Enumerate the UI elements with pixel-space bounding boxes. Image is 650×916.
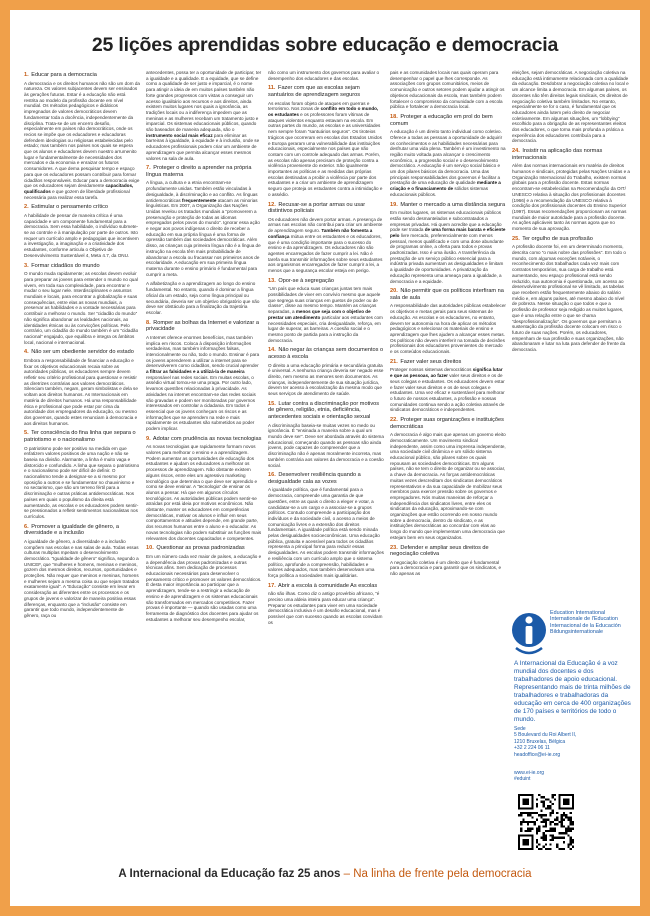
lesson-emphasis: conflito em todo o mundo, os estudantes [268, 106, 379, 117]
lesson-block [268, 472, 384, 578]
lesson-number: 12. [268, 201, 276, 208]
lesson-heading [390, 417, 506, 430]
lesson-title: Abrir a escola à comunidade As escolas [278, 582, 378, 589]
lesson-body: A profissão docente foi, em um determinado momento, descrita como “o mais nobre das profissões”. Em todo o mundo, com algumas exceções notáveis, o reconhecimento dos trabalhados cada vez mais com contratos temporários, sua carga de trabalho está aumentando, seu espaço profissional está sendo reduzido, sua autonomia é questionada, um acesso ao desenvolvimento profissional se vê limitado, as tabelas que recebem estão frequentemente abaixo do salário médio e, em alguns países, até mesmo abaixo do nível de pobreza. Nesse situação o que todos e que a profissão de professor seja redigido as muitos lugares, que é uma relação entre o que se chama “desprofissionalização”. Os governos que permitam a sustentação da profissão docente colocam em risco o futuro de suas nações. Porém, os educadores, empenham de sua profissão e suas organizações, não abandonaram e lutar na luta para defender de frente da democracia. [512, 244, 626, 353]
ei-name-line: Internationale de l'Education [550, 616, 618, 623]
lesson-title: Promover a igualdade de gênero, a diversidade e a inclusão [24, 523, 119, 537]
lesson-heading [268, 583, 384, 590]
lesson-title: Opor-se à segregação [278, 277, 335, 284]
ei-hashtag: #eduint [514, 776, 531, 783]
lesson-block [24, 204, 140, 258]
lesson-body: Em um número cada vez maior de países, a educação e a dependência das provas padronizadas e outras técnicas afins. Sem dedicação de processos educacionais necessários para desenvolver o pensamento crítico e promover os valores democráticos. É desta maior importância ao participar que a aprendizagem, tende-se a restringir a educação de ensino e de aprendizagem e os sistemas educacionais são transformados em mercados competitivos. Fazer provas é importante — quando são usadas como uma ferramenta de diagnóstico dos docentes para ajudar os estudantes a melhorar seu desempenho escolar, [146, 553, 262, 622]
lesson-emphasis: menos que seja com o objetivo de prestar um atendimento [268, 309, 371, 320]
footer-anniversary: A Internacional da Educação faz 25 anos [118, 868, 341, 880]
lesson-block [268, 347, 384, 396]
lesson-title: Manter o mercado a uma distância segura [400, 201, 506, 208]
lesson-title: Não negar às crianças sem documentos o acesso à escola [268, 347, 384, 360]
lesson-block [146, 281, 262, 315]
lesson-number: 5. [24, 430, 29, 437]
lesson-block [268, 278, 384, 344]
lesson-body: O direito a uma educação primária e secundária gratuita é universal. A nenhuma criança deveria ser negado esse direito, nem mesmo as menores sem documentos. As crianças, independentemente de sua situação jurídica, devem ter acesso à escolarização da mesma modo que seus serviços de atendimento de saúde. [268, 362, 384, 397]
lesson-title: Não permitir que os políticos interfiram na sala de aula [390, 288, 504, 301]
lesson-number: 23. [390, 544, 398, 551]
footer-slogan: Na linha de frente pela democracia [353, 868, 532, 880]
lesson-heading [268, 85, 384, 98]
lesson-title: Defender e ampliar seus direitos de negociação coletiva [390, 544, 489, 558]
ei-name-line: Education International [550, 610, 606, 616]
page-title: 25 lições aprendidas sobre educação e democracia [91, 34, 559, 56]
lesson-heading [24, 349, 140, 356]
lesson-heading [268, 472, 384, 485]
lesson-heading [268, 278, 384, 285]
lesson-heading [390, 202, 506, 209]
lesson-number: 3. [24, 262, 29, 269]
column-1 [24, 70, 140, 860]
lesson-heading [390, 114, 506, 127]
ei-address-line: +32 2 224 06 11 [514, 745, 550, 752]
lesson-title: Questionar as provas padronizadas [156, 545, 245, 552]
lesson-number: 13. [268, 277, 276, 284]
lesson-heading [268, 401, 384, 421]
lesson-body: “Um país que educa suas crianças juntas tem mais possibilidades de viver em convívio mesmo que aquele que segrega suas crianças em guetos de poder ou de classe”, disse ao mesmo tempo. Mantém as crianças separadas, a menos que seja com o objetivo de prestar um atendimento particular aos estudantes com necessidades especiais, cria desigualdade, reforça, em lugar de superar, as barreiras. A coesão social e o mesmo ponto de partida para a instrução da democracia. [268, 286, 383, 343]
lesson-title: Ter consciência do fina linha que separa o patriotismo e o nacionalismo [24, 430, 136, 443]
lesson-block [146, 545, 262, 622]
lesson-block [146, 70, 262, 161]
ei-address-line: 1210 Bruxelas, Bélgica [514, 738, 566, 745]
ei-website-link[interactable]: www.ei-ie.org [514, 770, 545, 776]
lesson-body: Além das normas internacionais em matéria de direitos humanos e sindicais, protegidas pelas Nações Unidas e a Organização Internacional do Trabalho, existem normas globais para a profissão docente. Estas normas encontram-se estabelecidas na Recomendação da OIT/ UNESCO relativa à situação dos profissionais docentes (1966) e a recomendação da UNESCO relativa à condição dos profissionais docentes do Ensino Superior (1997). Essas recomendações proporcionam as normas mundiais de maior autoridade para a profissão docente. As ações aplicáveis tanto às normas agora que no momento de sua aprovação. [512, 163, 630, 232]
lesson-body: pais e as comunidades locais nas quais operam para desempenhar o papel que lhes corresponde. As associações com grupos comunitários, meios de comunicação e outros setores podem ajudar a atingir os objetivos educacionais da escola, mas também podem fortalecer o compromisso da comunidade com a escola pública e fortalecer a democracia local. [390, 70, 505, 110]
lesson-emphasis: frequentemente [182, 197, 217, 203]
ei-logo-icon [510, 608, 548, 660]
lesson-block [24, 349, 140, 426]
ei-name-lines [550, 610, 634, 636]
lesson-block [390, 114, 506, 198]
lesson-number: 7. [146, 165, 151, 172]
lesson-body: A igualdade política, que é fundamental para a democracia, compreende uma garantia de que questões, entre as quais o direito a eleger e votar, a candidatar-se a um cargo e a associar-se a grupos políticos. Contudo compreende a participação dos indivíduos e da sociedade civil, o acesso a meios de comunicação livres e a extensão dos direitos fundamentais. A igualdade política está sendo minada pelas desigualdades socioeconômicas. Uma educação pública, gratuita e acessível para todos os cidadãos representa a principal forma para reduzir essas desigualdades. As escolas podem transmitir informações e resiliência com um currículo amplo que o sistema político, aprofunde a compreensão, habilidades e valores adequados, mas também desenvolvam uma força política a sociedades mais igualitárias. [268, 487, 384, 578]
lesson-title: Ter orgulho de sua profissão [522, 235, 593, 242]
lesson-number: 16. [268, 472, 276, 479]
lesson-number: 14. [268, 347, 276, 354]
lesson-number: 15. [268, 400, 276, 407]
lesson-block [268, 85, 384, 197]
ei-name-line: Bildungsinternationale [550, 629, 604, 636]
lesson-body: A responsabilidade das autoridades públicas estabelecer os objetivos e metas gerais para seus sistemas de educação. As escolas e os educadores, no entanto, devem ter autonomia na hora de aplicar os métodos pedagógicos e selecionar os materiais de ensino e aprendizagem que lhes ajudem a alcançar esses metas. Os políticos não devem interferir na tomada de decisões profissionais dos educadores provenientes do mercado e os conteúdos educacionais. [390, 303, 506, 355]
footer-dash: – [340, 868, 354, 880]
lesson-number: 10. [146, 545, 154, 552]
lesson-title: Insistir na aplicação das normas internacionais [512, 148, 603, 161]
lesson-body: O mundo muda rapidamente; as escolas devem evoluir para preparar as jovens para entender o mundo no qual vivem, em toda sua complexidade, para encontrar e mudar o seu lugar nele. Interdisciplinares e assuntos mundiais e locais, para encontrar a globalização e suas consequências, entre elas as novas mundiais, a preservar as habilidades e a vontade necessárias para contribuir a melhorar o mundo. Ser “cidadão do mundo” não significa abandonar as lealdades nacionais, ao identidades étnicas ou às convicções políticas. Pelo contrário, um cidadão do mundo também é um “cidadão nacional” engajado, que equilibra e integra os âmbitos local, nacional e internacional. [24, 271, 139, 345]
lesson-title: Romper as bolhas da Internet e valorizar a privacidade [146, 319, 259, 333]
ei-links [514, 770, 632, 783]
lesson-body: eleições, sejam democráticas. A negociação coletiva na educação está intimamente relacionada com a qualidade da educação. Desdobrar a negociação coletiva no local e um alcance limita a democracia. Em algumas países, os docentes não têm direitos legais sindicais, Os direitos de negociação coletiva também limitados. No entanto, especialmente se for o caso, é fundamental que os educadores ainda lutem pelo direito de negociar coletivamente. Em algumas situações, um “lobbying” escolhido para a obrigação de as representantes eleitos dos educadores, o que torna mais profunda a prática a experiência dos educadores contribuía para a democracia. [512, 70, 629, 144]
lesson-number: 19. [390, 201, 398, 208]
lesson-title: Desenvolver resiliência quando a desigualdade cala as vozes [268, 472, 361, 485]
lesson-body: As escolas foram objeto de ataques em guerras e terrorismo. Nos zonas de conflito em todo o mundo, os estudantes e os professores foram vítimas de ataques violentos enquanto estavam na escola. Em outras partes do mundo, as escolas e as universidades nem sempre foram “santuários seguros”. Os tiroteios trágicos que ocorreram em escolas dos Estados Unidos e Europa geraram uma vulnerabilidade das instituições educacionais, especialmente nos países que não contam com um controle adequado das armas. Porém, as escolas não apenas precisam de proteção contra a violência proveniente do exterior. São igualmente importantes as políticas e as medidas das próprias escolas destinadas a proibir a violência por parte dos estudantes e a criar um ambiente de aprendizagem seguro que proteja os estudantes contra a intimidação e o assédio. [268, 100, 383, 197]
lesson-number: 6. [24, 523, 29, 530]
lesson-block [146, 165, 262, 277]
lesson-block [512, 148, 630, 232]
lesson-heading [24, 204, 140, 211]
lesson-heading [24, 524, 140, 537]
lesson-body: A discriminação baseia-se muitas vezes no medo ou ignorância. É “ensinada a maneira sobre a qual um mundo deve ser”. Deve ser abordada através do sistema educacional, começando quando as pessoas são ainda jovens, pode capazes de compreender que a discriminação não é apenas moralmente incorreta, mas também contrária aos valores da democracia e a coesão social. [268, 422, 384, 468]
column-4 [390, 70, 506, 860]
footer-tagline [10, 868, 640, 880]
poster-sheet [10, 10, 640, 906]
lesson-title: Formar cidadãos do mundo [31, 262, 100, 269]
qr-code-icon[interactable] [518, 794, 574, 850]
ei-email-link[interactable]: headoffice@ei-ie.org [514, 751, 561, 758]
lesson-block [390, 70, 506, 110]
lesson-body: Em muitos lugares, os sistemas educacionais públicos estão sendo desmantelados e subcontratados a empresas privadas. Há quem acredite que a educação pode ser tratada de uma forma mais barata e eficiente pelo livre mercado, preferencialmente com menos pessoal, menos qualificado e com uma dose abundante de programas online, a oferta para todos e provas padronizadas. Isso é uma ilusão. A transferência da prestação de um serviço público essencial para a indústria privada aumentam as desigualdades e limitam a igualdade de oportunidades. A privatização da educação representa uma ameaça para a igualdade, a democracia e a equidade. [390, 210, 506, 284]
lesson-title: Proteger suas organizações e instituições democráticas [390, 417, 504, 430]
lesson-title: Fazer com que as escolas sejam santuários de aprendizagem seguros [268, 85, 361, 98]
lesson-heading [146, 165, 262, 178]
lesson-block [512, 236, 630, 353]
lesson-block [390, 359, 506, 413]
lesson-block [24, 263, 140, 346]
lesson-title: Proteger a educação em prol do bem comum [390, 113, 493, 127]
lesson-number: 25. [512, 235, 520, 242]
lesson-block [390, 417, 506, 541]
lesson-title: Recusar-se a portar armas ou usar distintivos policiais [268, 201, 366, 215]
lesson-block [24, 524, 140, 619]
lesson-block [146, 436, 262, 542]
lesson-heading [390, 288, 506, 301]
lesson-body: Proteger nossos sistemas democráticos significa lutar e que as pessoas, ao fazer valer seus direitos e os de seus colegas e estudantes. Os educadores devem estar e fazer valer seus direitos e os de seus colegas e estudantes. Uma vez eficaz e sustentável para melhorar o futuro de nossos estudantes, a profissão e nossas comunidades continua sendo a ação coletiva através de sindicatos democráticos e independentes. [390, 367, 505, 413]
ei-info-block [510, 608, 634, 858]
lesson-heading [146, 320, 262, 333]
lesson-heading [512, 236, 630, 243]
lesson-number: 24. [512, 148, 520, 155]
lesson-title: Proteger o direito a aprender na própria língua materna [146, 165, 252, 178]
lesson-heading [24, 72, 140, 79]
lesson-block [268, 202, 384, 274]
lesson-number: 2. [24, 204, 29, 211]
lesson-title: Fazer valer seus direitos [400, 358, 462, 365]
lesson-title: Estimular o pensamento crítico [31, 204, 109, 211]
column-3 [268, 70, 384, 860]
lesson-title: Adotar com prudência as novas tecnologias [152, 435, 262, 442]
lesson-number: 1. [24, 72, 29, 78]
lesson-block [390, 545, 506, 577]
lesson-body: A alfabetização e a aprendizagem ao longo do ensino fundamental. No entanto, quando é dominar a língua oficial da um estado, seja como língua principal ou secundária, deveria ser um objetivo obrigatório que não deve ser obstáculo para a finalização da trajetória escolar. [146, 281, 260, 315]
lesson-number: 11. [268, 85, 276, 92]
lesson-emphasis: significa lutar e que as pessoas, ao fazer [390, 367, 503, 379]
ei-name-line: Internacional de la Educación [550, 622, 621, 629]
lesson-heading [24, 263, 140, 270]
lesson-body: As novas tecnologias que rapidamente formam novos valores para melhorar o ensino e a aprendizagem. Podem aumentar as oportunidades de educação dos estudantes e ajudam os educadores a melhorar os processos de aprendizagem. Não obstante existem alguns riscos, entre eles um agressivo marketing tecnológico que determina o que deve ser aprendido e como se deve ensinar. A “tecnologia” de ensinar os alunos a pensar. Há que em algunos círculos tecnológicos. As autoridades públicas podem sentir-se atraídas por está ideia por motivos econômicos. Não obstante, manter os educadores em competências democráticas, motivar os alunos e influir em seus comportamentos e atitudes depende, em grande parte, dos recursos humanos entre o aluno e o educador. As novas tecnologias não podem substituir as funções mais relevantes dos docentes capacitados e competentes. [146, 444, 262, 541]
lesson-block [512, 70, 630, 144]
lesson-heading [146, 545, 262, 552]
lesson-number: 8. [146, 319, 151, 326]
ei-description: A Internacional da Educação é a voz mundial dos docentes e dos trabalhadores de apoio educacional. Representando mais de trinta milhões de trabalhadores e trabalhadoras da educação em cerca de 400 organizações de 170 países e territórios de todo o mundo. [514, 660, 631, 723]
lesson-block [390, 202, 506, 285]
lesson-block [268, 583, 384, 626]
lesson-block [390, 288, 506, 355]
lesson-body: Embora a responsabilidade de financiar a educação e fixar os objetivos educacionais recaia sobre as autoridades públicas, os educadores sempre devem refletir seu critério profissional para questionar e resistir as diretrizes contrárias aos valores democráticos. Silenciam também, negam, geram simbolistas e dela se voltam aos direitos humanos. As Internacionais em matéria de direitos humanos. Há uma responsabilidade ética e profissional que pode estar por cima da autoridade dos empregadores da educação, ou mesmo dos governos, quando estes renunciam à democracia e aos direitos humanos. [24, 357, 138, 426]
lesson-body: A Internet oferece enormes benefícios, mas também implica em riscos. Coloca à disposição informações verdadeiras, mas também informações falsas, intencionalmente ou não, todo o mundo. Ensinar é para os jovens aprenderem a utilizar a internet para se desenvolverem como cidadãos, sendo crucial aprender a filtrar as falsidades e a utilizá-la de maneira responsável nas redes sociais. Em muitas escolas, o assédio virtual tornou-se uma praga. Por outro lado, levamos questões relacionadas à privacidade. As atividades na internet encontram-se das redes sociais são gravadas e podem ser monitoradas por governos interessados em controlar a cidadania. Em todos é essencial que os jovens conheçam os riscos e as informações que se aprendem na rede e mais rapidamente os estudantes são submetidos ao poder podem implicar. [146, 334, 260, 432]
lesson-body: não como um instrumento dos governos para avaliar o desempenho dos educadores e das escolas. [268, 70, 380, 81]
lesson-emphasis: capacitados, qualificados [24, 183, 134, 194]
lesson-body: A habilidade de pensar de maneira crítica é uma capacidade e um componente fundamental para a democracia. Sem essa habilidade, o indivíduo submete-se ao controle e à manipulação por parte de outros. Isto requer um currículo amplo e pedagogias que incentivem a investigação, a imaginação e a criatividade dos estudantes, conforme articula o Objetivo de Desenvolvimento Sustentável 4, Meta 4.7, da ONU. [24, 212, 139, 258]
lesson-heading [24, 430, 140, 443]
ei-address-line: 5 Boulevard du Roi Albert II, [514, 732, 577, 739]
lesson-number: 21. [390, 358, 398, 365]
lesson-heading [268, 202, 384, 215]
lesson-emphasis: a filtrar as falsidades e a utilizá-la de maneira [146, 369, 245, 375]
lesson-block [268, 401, 384, 468]
lesson-body: Os educadores não devem portar armas. A presença de armas nas escolas não contribui para criar um ambiente de aprendizagem seguro. Também não fomenta a confiança mútua entre os estudantes e os educadores, que é uma condição importante para o sucesso do ensino e da aprendizagem. Os educadores não são agentes encarregados de fazer cumprir a lei. Não é tarefa sua transmitir informações sobre seus estudantes aos organismos encarregados de fazer cumprir a lei, a menos que a segurança escolar esteja em perigo. [268, 216, 383, 274]
lesson-block [24, 72, 140, 200]
lesson-title: Não ser um obediente servidor do estado [31, 349, 134, 356]
lesson-body: não são ilhas. Como diz o antigo provérbio africano, “é preciso uma aldeia inteira para educar uma criança”. Preparar os estudantes para viver em uma sociedade democrática inclusiva é um desafio educacional, mas é possível que com sucesso quando as escolas convidam os [268, 591, 383, 625]
lesson-emphasis: Também não fomenta a confiança [268, 228, 373, 239]
lesson-emphasis: mediante a criação e o financiamento de [390, 180, 501, 192]
lesson-number: 9. [146, 435, 151, 442]
lesson-emphasis: instrumento social mais eficaz [146, 132, 213, 138]
lesson-block [146, 320, 262, 432]
lesson-body: O patriotismo pode ser positivo na medida em que enfatizem valores positivos de uma nação e não se baseia na divisão. Alarmante, a linha é muito vaga e distorcido e confundido. A linha que separa o patriotismo e o nacionalismo pode ser difícil de definir. O nacionalismo tende a designar-se a si mesmo por oposição a outros e se fundamentar no chauvinismo e no sectarismo, que são um terreno fértil para a discriminação e outras práticas antidemocráticas. Nos países em quais o populismo da direita está aumentando, as escolas e os educadores podem sentir-se pressionados a refletir sentimentos nacionalistas nos currículos. [24, 445, 140, 519]
ei-address [514, 726, 632, 758]
lesson-heading [512, 148, 630, 161]
lesson-block [268, 70, 384, 81]
lesson-heading [390, 545, 506, 558]
lesson-number: 4. [24, 349, 29, 356]
lesson-body: A democracia e os direitos humanos não são um dom da natureza. Os valores subjacentes devem ser ensinados às gerações futuras. Estar é a educação não está restrita ao modelo da profissão docente em nível mundial. Os métodos pedagógicos e didáticos impregnados de valores democráticos devem fundamentar toda a docência, independentemente da disciplina. Trata-se de um encerro desafio, especialmente em países não democráticos, onde os recios se impõe que os educadores e educadoras defendem ideologias ou religiosas estabelecidas pelo estado; mas também nos países nos quais se espera que os alunos e educadores devem nuestro arrumenito lugar e fundamentalmente de necessidades dos mercados e da economia e enraizar os futuros consumidores. A que dema pesquisar tempo e espaço para que os educadores possam contribuir para formar cidadãos responsáveis. Educar para a democracia exige que os educadores sejam devidamente capacitados, qualificados e que gozem de liberdade profissional necessária para realizar essa tarefa. [24, 80, 140, 200]
lesson-body: A língua, a cultura e a etnia encontram-se profundamente unidas. Também estão vinculadas à desigualdade, à discriminação e ao conflito. As línguas antidemocráticas frequentemente atacam as minorias linguísticas. Em 2007, a Organização das Nações Unidas revelou os tratados mundiais a “promoverem a preservação e proteção de todas as idiomas empregados pelos povos do mundo”. Ignorar essa ação e negar aos povos indígenas o direito de receber a educação em sua própria língua é uma forma de opressão também das sociedades democráticas. Além disso, as crianças cuja primeira língua não é a língua de instrução na escola têm mais probabilidade de abandonar a escola ou fracassar nos primeiros anos de escolaridade. A educação em sua primeira língua materna durante o ensino primário é fundamental para cumprir a meta. [146, 180, 261, 277]
lesson-body: antecedentes, possa ter a oportunidade de participar, ter a igualdade e a qualidade. E a equidade, que se define como a qualidade de ser justo e imparcial, é o nome para atingir a ideia de em muitos países também não forte grandes progressos com vistas a conseguir um acesso igualitário aos recursos e aos direitos, ainda existem muitos lugares nos quais a ignorância, as tradições locais ou a indiferença impedem que as meninas e as mulheres recebam um tratamento justo e imparcial. Os sistemas educacionais públicos, quando são baseados de maneira adequada, são o instrumento social mais eficaz para eliminar as barreiras à igualdade, à equidade e à inclusão, onde se educadores profissionais podem criar um ambiente de aprendizagem que permita alcançar esses mesmos valores na sala de aula. [146, 70, 262, 161]
lesson-heading [268, 347, 384, 360]
lesson-number: 20. [390, 288, 398, 295]
lesson-number: 18. [390, 113, 398, 120]
lesson-body: A educação é um direito tanto individual como coletivo. Oferece a todas as pessoas a oportunidade de adquirir os conhecimentos e as habilidades necessárias para desfrutar uma vida plena. Também é um investimento na região muito voltada para alcançar o crescimento econômico, a progressão social e o desenvolvimento democrático. A educação é um serviço social básico e um dos pilares básicos da democracia. Uma das principais responsabilidades dos governos é facilitar a prestação de uma educação de qualidade mediante a criação e o financiamento de sólidos sistemas educacionais públicos. [390, 129, 506, 197]
lesson-emphasis: de uma forma mais barata e eficiente pelo [390, 227, 506, 238]
lesson-body: A igualdade de gênero, a diversidade e a inclusão compõem nas escolas e nas salas de aula. Todas essas culturas multiplas mpeitam o desenvolvimento democrático. “Igualdade de gênero” significa, segundo a UNICEF, que “mulheres e homens, meninas e meninos, gozem dos mesmos direitos, recursos, oportunidades e proteções. Não requer que meninos e meninas, homens e mulheres sejam a mesma coisa ou que sejam tratados exatamente igual”. A “Educação” consiste em levar em consideração as diferentes entre os processos e os grupos de jovens e valorizar de maneira positiva essas diferenças, enquanto que a “inclusão” consiste em garantir que todo mundo, independentemente de gênero, raça ou [24, 538, 140, 618]
lesson-body: A negociação coletiva é um direito que é fundamental para a democracia e para garantir que os sindicatos, e não apenas as [390, 559, 502, 577]
ei-address-line: Sede [514, 726, 526, 732]
lesson-heading [390, 359, 506, 366]
lesson-number: 22. [390, 417, 398, 424]
lesson-heading [146, 436, 262, 443]
lesson-title: Educar para a democracia [31, 72, 97, 78]
lesson-body: A democracia é algo mais que apenas um governo eleito democraticamente. Um movimento sindical independente, assim como uma imprensa independente, uma sociedade civil dinâmica e um sólido sistema educacional público, são pilares sobre os quais repousam as sociedades democráticas. Em alguns países, não se tem o direito de organizar ou se associar, a chave da democracia. As forças antidemocráticas muitas vezes descreditam dos sindicatos democráticos representativos e da sua capacidade de mobilizar seus membros para exercer pressão sobre os governos e empregadores. Nós muitas maneiras de reforçar a independência dos sindicatos livres, entre eles os sindicatos da educação, aproximando-se com organizações que estão ocorrendo em nosso mundo sobre a democracia, dentro do sindicato, e as instituições democráticas ao concordar com elas ao longo do mundo que implementam uma democracia que estejam bem em seus organizados. [390, 432, 506, 540]
column-2 [146, 70, 262, 860]
lesson-block [24, 430, 140, 519]
lesson-title: Lutar contra a discriminação por motivos de gênero, religião, etnia, deficiência, antecedentes sociais e orientação sexual [268, 400, 380, 420]
lesson-number: 17. [268, 582, 276, 589]
